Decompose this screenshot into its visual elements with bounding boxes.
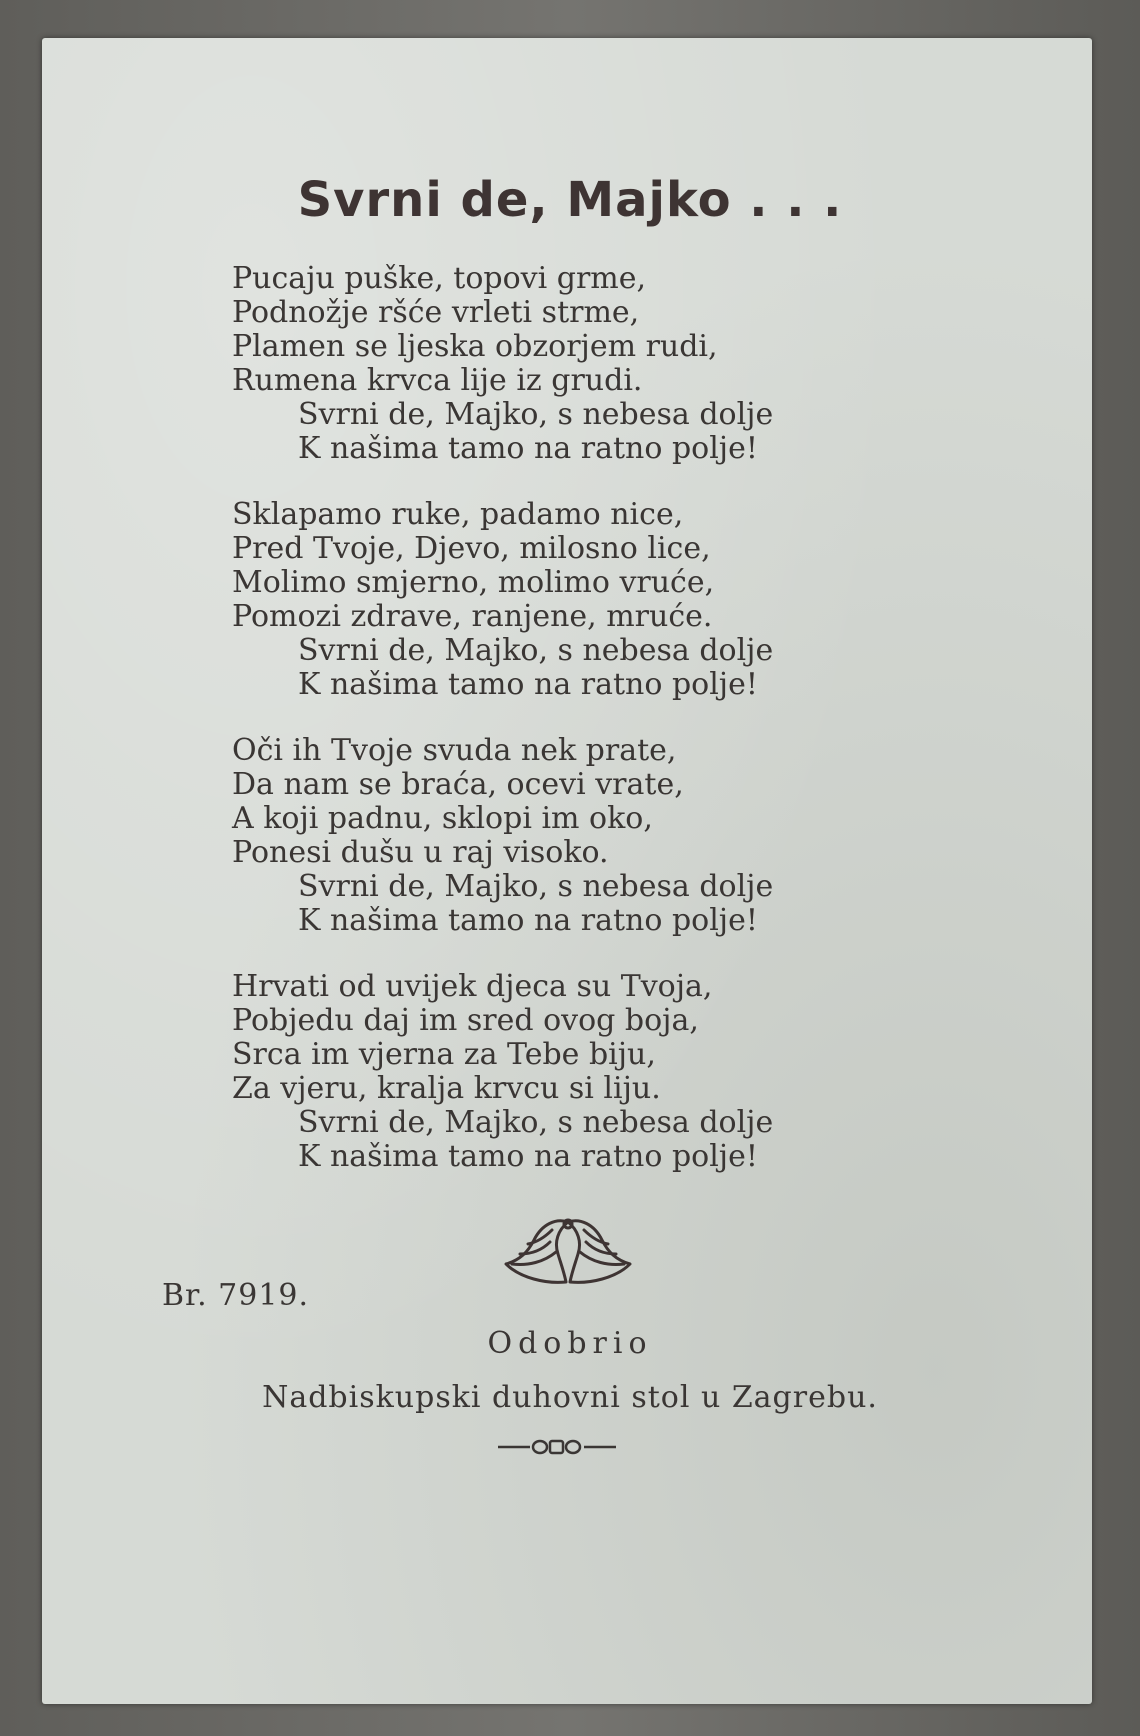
- refrain-line: K našima tamo na ratno polje!: [298, 903, 758, 938]
- poem-title: Svrni de, Majko . . .: [297, 172, 843, 228]
- end-mark-icon: [496, 1436, 618, 1458]
- refrain-line: Svrni de, Majko, s nebesa dolje: [298, 1105, 774, 1140]
- verse-line: Srca im vjerna za Tebe biju,: [232, 1037, 656, 1072]
- refrain-line: Svrni de, Majko, s nebesa dolje: [298, 397, 774, 432]
- refrain-line: Svrni de, Majko, s nebesa dolje: [298, 869, 774, 904]
- poem-body: [232, 262, 872, 1206]
- verse-line: Molimo smjerno, molimo vruće,: [232, 565, 715, 600]
- stanza-1: [232, 262, 872, 466]
- verse-line: Oči ih Tvoje svuda nek prate,: [232, 733, 677, 768]
- verse-line: Pobjedu daj im sred ovog boja,: [232, 1003, 699, 1038]
- refrain-line: K našima tamo na ratno polje!: [298, 1139, 758, 1174]
- leaf-ornament-icon: [498, 1212, 638, 1288]
- verse-line: Ponesi dušu u raj visoko.: [232, 835, 609, 870]
- stanza-3: [232, 734, 872, 938]
- verse-line: Da nam se braća, ocevi vrate,: [232, 767, 684, 802]
- verse-line: Pred Tvoje, Djevo, milosno lice,: [232, 531, 711, 566]
- verse-line: Plamen se ljeska obzorjem rudi,: [232, 329, 718, 364]
- verse-line: Rumena krvca lije iz grudi.: [232, 363, 643, 398]
- verse-line: Za vjeru, kralja krvcu si liju.: [232, 1071, 661, 1106]
- verse-line: Hrvati od uvijek djeca su Tvoja,: [232, 969, 713, 1004]
- stanza-2: [232, 498, 872, 702]
- verse-line: Podnožje ršće vrleti strme,: [232, 295, 640, 330]
- refrain-line: K našima tamo na ratno polje!: [298, 431, 758, 466]
- approving-authority: Nadbiskupski duhovni stol u Zagrebu.: [262, 1380, 878, 1415]
- verse-line: Sklapamo ruke, padamo nice,: [232, 497, 684, 532]
- approval-label: Odobrio: [487, 1326, 653, 1361]
- verse-line: Pucaju puške, topovi grme,: [232, 261, 647, 296]
- card-number: Br. 7919.: [162, 1278, 310, 1313]
- stanza-4: [232, 970, 872, 1174]
- refrain-line: K našima tamo na ratno polje!: [298, 667, 758, 702]
- refrain-line: Svrni de, Majko, s nebesa dolje: [298, 633, 774, 668]
- verse-line: A koji padnu, sklopi im oko,: [232, 801, 653, 836]
- verse-line: Pomozi zdrave, ranjene, mruće.: [232, 599, 713, 634]
